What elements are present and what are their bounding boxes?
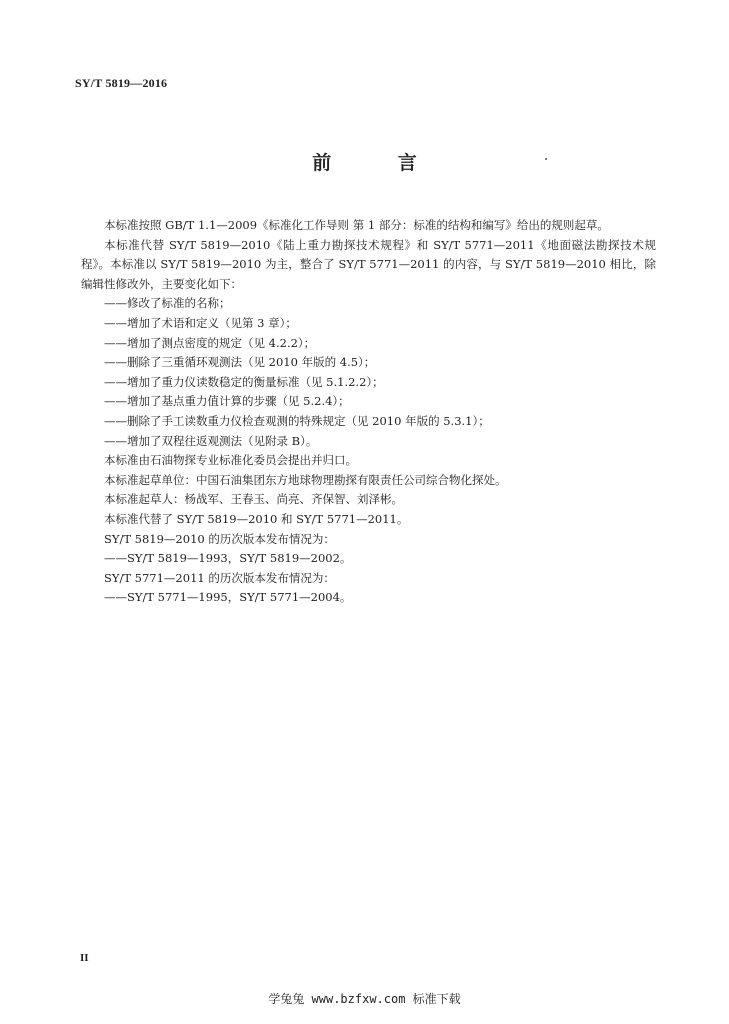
list-item: ——删除了手工读数重力仪检查观测的特殊规定（见 2010 年版的 5.3.1）； <box>104 413 490 428</box>
changes-list <box>81 294 656 451</box>
footer-watermark: 学兔兔 www.bzfxw.com 标准下载 <box>268 992 461 1006</box>
document-code: SY/T 5819—2016 <box>75 76 168 90</box>
info-lines <box>81 451 656 608</box>
history-5819: ——SY/T 5819—1993，SY/T 5819—2002。 <box>104 551 352 566</box>
list-item: ——修改了标准的名称； <box>104 296 231 311</box>
replaces-line: 本标准代替了 SY/T 5819—2010 和 SY/T 5771—2011。 <box>104 511 409 526</box>
history-heading-5771: SY/T 5771—2011 的历次版本发布情况为： <box>104 570 335 585</box>
list-item: ——增加了术语和定义（见第 3 章）； <box>104 315 297 330</box>
history-heading-5819: SY/T 5819—2010 的历次版本发布情况为： <box>104 531 335 546</box>
list-item: ——删除了三重循环观测法（见 2010 年版的 4.5）； <box>104 355 376 370</box>
scan-speck <box>545 158 547 160</box>
list-item: ——增加了测点密度的规定（见 4.2.2）； <box>104 335 316 350</box>
paragraph-drafting-rules: 本标准按照 GB/T 1.1—2009《标准化工作导则 第 1 部分：标准的结构和编写》给出的规则起草。 <box>104 218 609 232</box>
paragraph-replacement: 本标准代替 SY/T 5819—2010《陆上重力勘探技术规程》和 SY/T 5771—2011《地面磁法勘探技术规程》。本标准以 SY/T 5819—2010 为主，整合了 SY/T 5771—2011 的内容，与 SY/T 5819—2010 相比，除编辑性修改外，主要变化如下： <box>81 237 656 291</box>
page-title: 前 言 <box>312 152 447 174</box>
page-number: II <box>80 952 89 964</box>
foreword-body <box>81 216 656 608</box>
list-item: ——增加了双程往返观测法（见附录 B）。 <box>104 433 318 448</box>
proposer-line: 本标准由石油物探专业标准化委员会提出并归口。 <box>104 453 357 468</box>
list-item: ——增加了基点重力值计算的步骤（见 5.2.4）； <box>104 394 350 409</box>
drafting-unit-line: 本标准起草单位：中国石油集团东方地球物理勘探有限责任公司综合物化探处。 <box>104 472 507 487</box>
drafters-line: 本标准起草人：杨战军、王春玉、尚亮、齐保智、刘泽彬。 <box>104 492 403 507</box>
history-5771: ——SY/T 5771—1995，SY/T 5771—2004。 <box>104 590 352 605</box>
list-item: ——增加了重力仪读数稳定的衡量标准（见 5.1.2.2）； <box>104 374 384 389</box>
